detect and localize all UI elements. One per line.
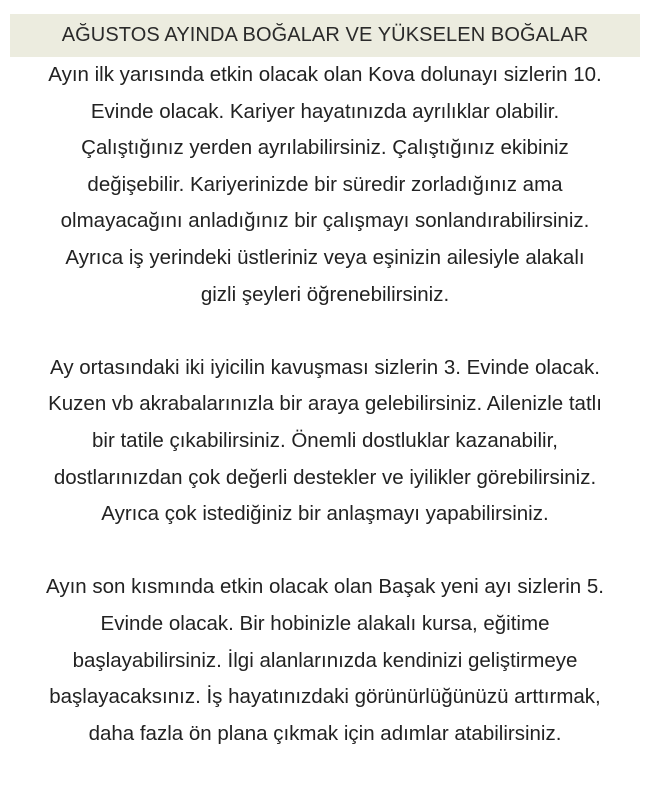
text-line: Çalıştığınız yerden ayrılabilirsiniz. Çalıştığınız ekibiniz xyxy=(81,136,569,160)
page-title: AĞUSTOS AYINDA BOĞALAR VE YÜKSELEN BOĞALAR xyxy=(61,24,589,46)
paragraph-first-half xyxy=(8,57,642,313)
text-line: Evinde olacak. Bir hobinizle alakalı kursa, eğitime xyxy=(100,611,550,635)
text-line: Ayın son kısmında etkin olacak olan Başak yeni ayı sizlerin 5. xyxy=(46,575,604,599)
text-line: bir tatile çıkabilirsiniz. Önemli dostluklar kazanabilir, xyxy=(92,428,558,452)
paragraph-last-part xyxy=(8,569,642,752)
header-band xyxy=(10,14,640,57)
text-line: gizli şeyleri öğrenebilirsiniz. xyxy=(200,282,450,306)
text-line: olmayacağını anladığınız bir çalışmayı sonlandırabilirsiniz. xyxy=(60,209,590,233)
text-line: dostlarınızdan çok değerli destekler ve iyilikler görebilirsiniz. xyxy=(53,465,597,489)
text-line: Ayın ilk yarısında etkin olacak olan Kova dolunayı sizlerin 10. xyxy=(48,63,602,86)
text-line: başlayacaksınız. İş hayatınızdaki görünürlüğünüzü arttırmak, xyxy=(49,685,601,709)
article-body xyxy=(0,57,650,752)
text-line: Ayrıca çok istediğiniz bir anlaşmayı yapabilirsiniz. xyxy=(101,502,549,526)
text-line: başlayabilirsiniz. İlgi alanlarınızda kendinizi geliştirmeye xyxy=(72,648,578,672)
text-line: Ayrıca iş yerindeki üstleriniz veya eşinizin ailesiyle alakalı xyxy=(65,245,585,269)
text-line: daha fazla ön plana çıkmak için adımlar atabilirsiniz. xyxy=(88,721,562,745)
text-line: Ay ortasındaki iki iyicilin kavuşması sizlerin 3. Evinde olacak. xyxy=(50,355,600,379)
text-line: değişebilir. Kariyerinizde bir süredir zorladığınız ama xyxy=(87,172,563,196)
paragraph-mid-month xyxy=(8,350,642,533)
text-line: Kuzen vb akrabalarınızla bir araya gelebilirsiniz. Ailenizle tatlı xyxy=(48,392,602,416)
text-line: Evinde olacak. Kariyer hayatınızda ayrılıklar olabilir. xyxy=(90,99,560,123)
